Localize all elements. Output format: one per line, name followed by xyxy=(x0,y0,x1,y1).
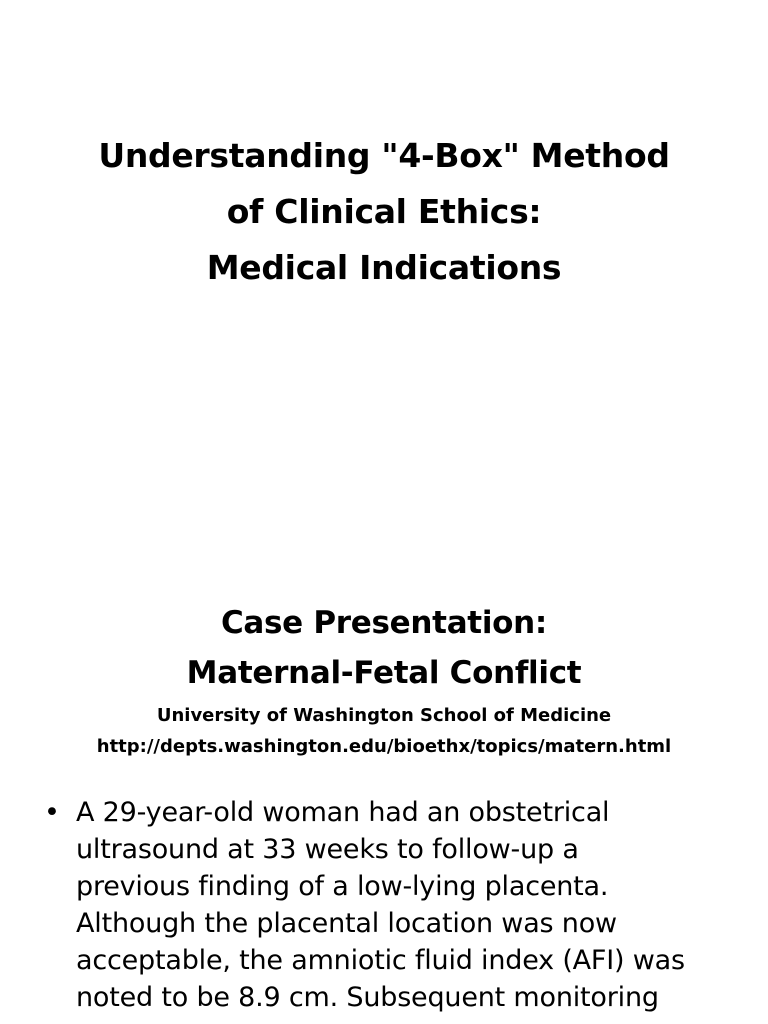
bullet-item xyxy=(40,794,740,1016)
source-url: http://depts.washington.edu/bioethx/topics/matern.html xyxy=(96,736,672,757)
source-institution: University of Washington School of Medicine xyxy=(156,705,612,726)
title-line-2: of Clinical Ethics: xyxy=(226,192,542,231)
bullet-line: previous finding of a low-lying placenta. xyxy=(76,871,609,902)
case-heading xyxy=(0,598,768,698)
bullet-marker-icon: • xyxy=(44,797,60,828)
bullet-line: Although the placental location was now xyxy=(76,908,617,939)
case-bullet-list xyxy=(40,794,740,1016)
case-heading-line-1: Case Presentation: xyxy=(220,605,548,641)
bullet-line: acceptable, the amniotic fluid index (AFI) was xyxy=(76,945,685,976)
case-source xyxy=(0,700,768,762)
slide-title xyxy=(0,128,768,296)
title-line-3: Medical Indications xyxy=(206,248,562,287)
bullet-line: noted to be 8.9 cm. Subsequent monitoring xyxy=(76,982,659,1013)
case-heading-line-2: Maternal-Fetal Conflict xyxy=(186,655,582,691)
bullet-line: A 29-year-old woman had an obstetrical xyxy=(76,797,610,828)
bullet-line: ultrasound at 33 weeks to follow-up a xyxy=(76,834,579,865)
title-line-1: Understanding "4-Box" Method xyxy=(98,136,670,175)
